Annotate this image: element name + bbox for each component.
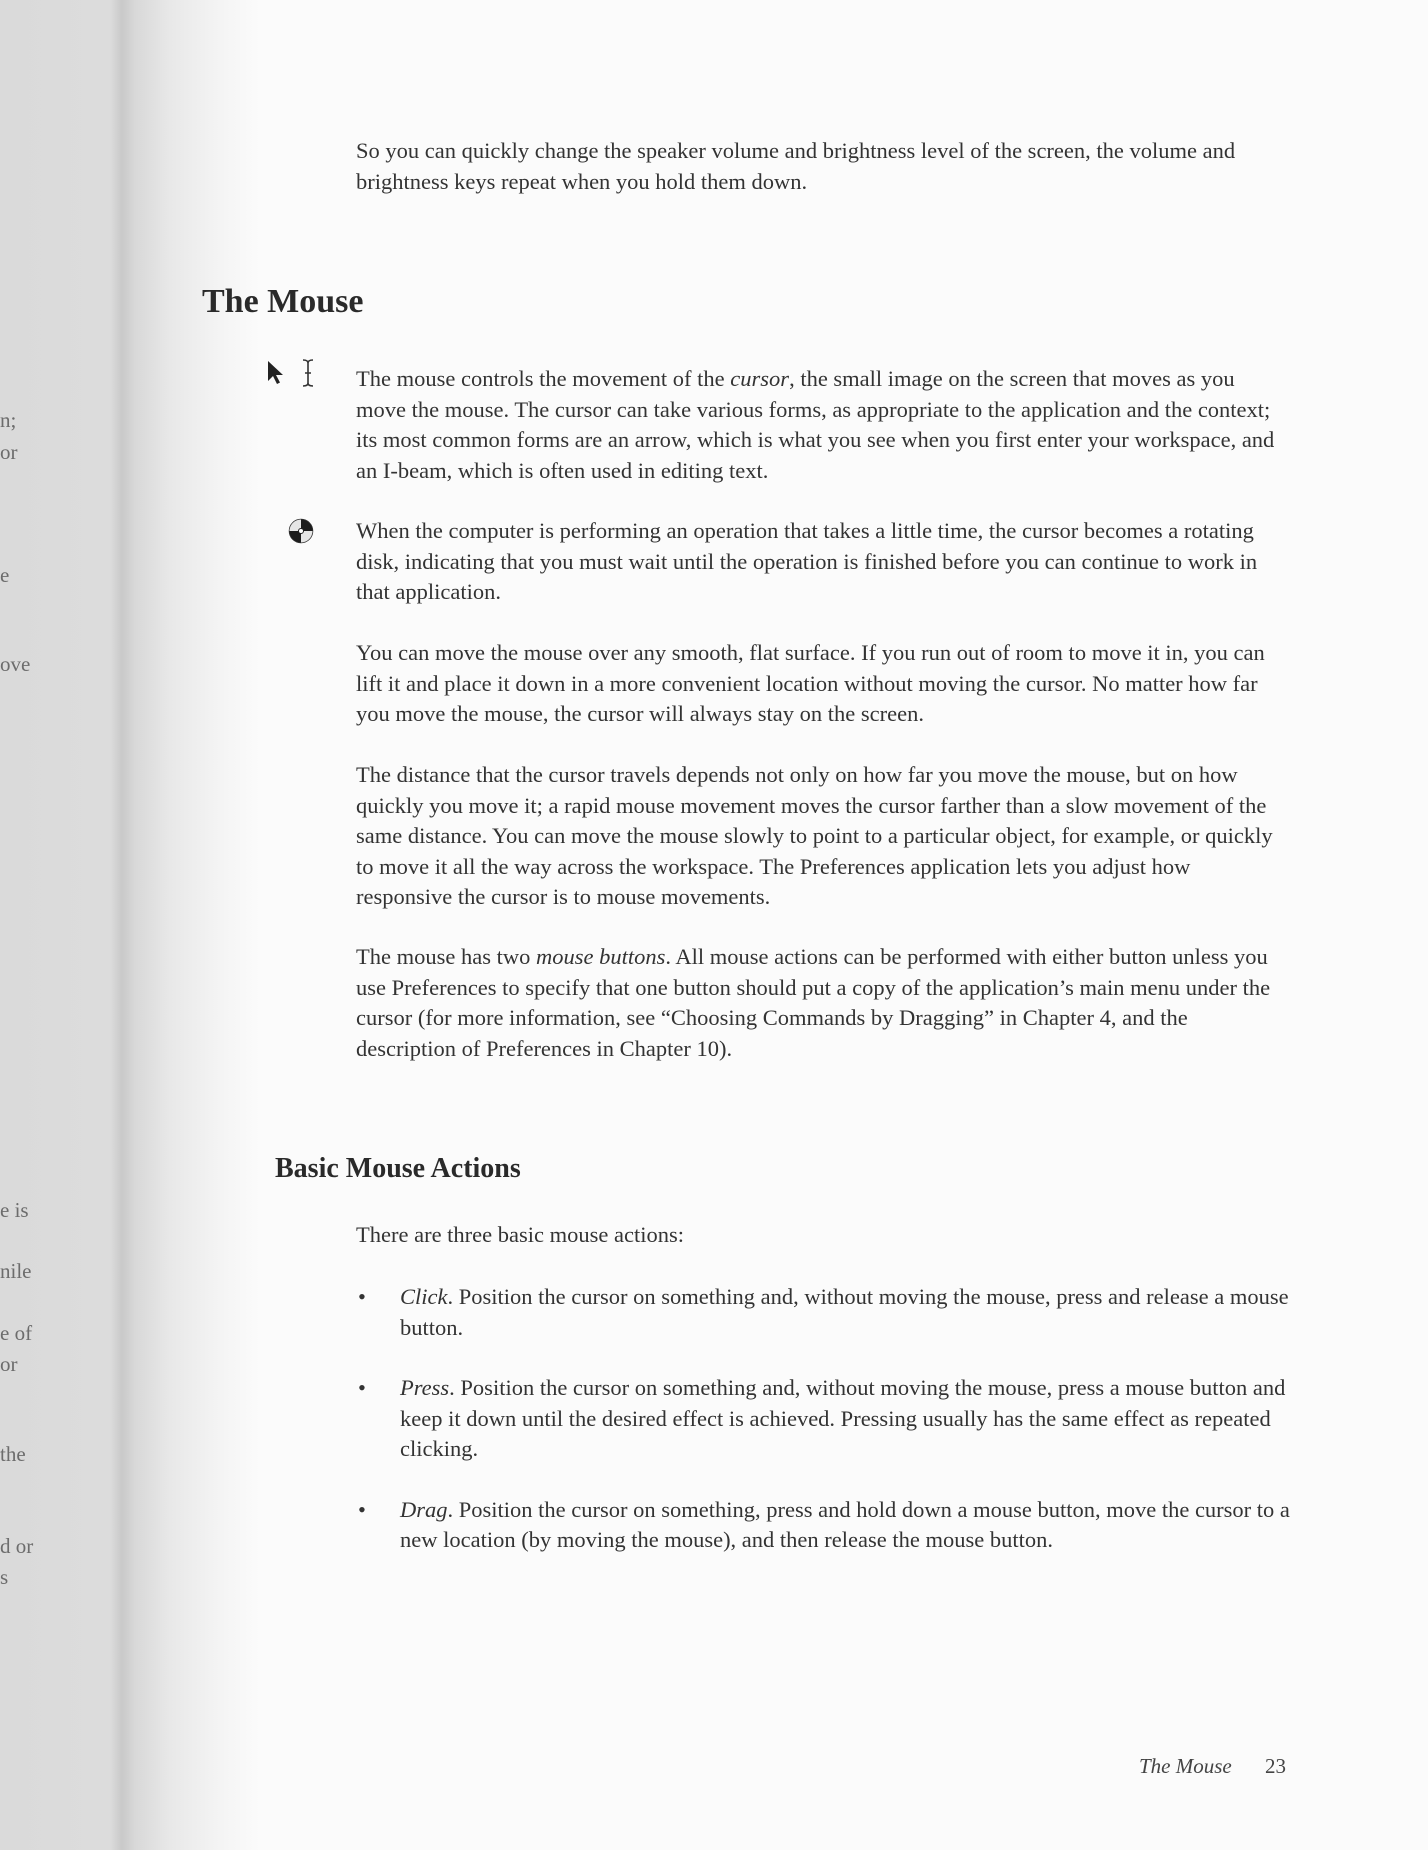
intro-paragraph: So you can quickly change the speaker volume and brightness level of the screen, the volume and brightness keys repeat when you hold them down. — [356, 138, 1236, 194]
action-term: Drag — [400, 1496, 448, 1522]
page-number: 23 — [1265, 1754, 1286, 1778]
distance-paragraph: The distance that the cursor travels depends not only on how far you move the mouse, but on how quickly you move it; a rapid mouse movement moves the cursor farther than a slow movement of the same distance. You can move the mouse slowly to point to a particular object, for example, or quickly to move it all the way across the workspace. The Preferences application lets you adjust how responsive the cursor is to mouse movements. — [356, 762, 1273, 909]
subsection-heading: Basic Mouse Actions — [275, 1153, 521, 1184]
margin-bleed-text: e of — [0, 1321, 33, 1345]
margin-bleed-text: nile — [0, 1259, 32, 1283]
disk-paragraph: When the computer is performing an operation that takes a little time, the cursor becomes a rotating disk, indicating that you must wait until the operation is finished before you can continue to work in that application. — [356, 518, 1258, 604]
cursor-term: cursor — [730, 366, 790, 391]
running-footer-title: The Mouse — [1139, 1754, 1232, 1778]
rotating-disk-cursor-icon — [288, 518, 314, 544]
margin-bleed-text: s — [0, 1565, 9, 1589]
margin-bleed-text: d or — [0, 1534, 34, 1558]
margin-bleed-text: or — [0, 440, 18, 464]
margin-bleed-text: e is — [0, 1198, 29, 1222]
list-item: • Drag. Position the cursor on something, press and hold down a mouse button, move the cursor to a new location (by moving the mouse), and then release the mouse button. — [358, 1496, 1290, 1552]
bullet-icon: • — [358, 1284, 366, 1309]
bullet-icon: • — [358, 1375, 366, 1400]
mouse-actions-list — [356, 1282, 1296, 1586]
cursor-paragraph: The mouse controls the movement of the cursor, the small image on the screen that moves as you move the mouse. The cursor can take various forms, as appropriate to the application and the context; its most common forms are an arrow, which is what you see when you first enter your workspace, and an I-beam, which is often used in editing text. — [356, 366, 1275, 483]
margin-bleed-text: e — [0, 563, 10, 587]
page-footer — [1139, 1754, 1286, 1779]
action-term: Click — [400, 1284, 448, 1309]
list-item: • Click. Position the cursor on something and, without moving the mouse, press and release a mouse button. — [358, 1284, 1289, 1340]
margin-bleed-text: or — [0, 1352, 18, 1376]
section-heading: The Mouse — [202, 283, 364, 320]
mouse-buttons-term: mouse buttons — [535, 944, 666, 969]
buttons-paragraph: The mouse has two mouse buttons. All mouse actions can be performed with either button unless you use Preferences to specify that one button should put a copy of the application’s main menu under the cursor (for more information, see “Choosing Commands by Dragging” in Chapter 4, and the description of Preferences in Chapter 10). — [356, 944, 1271, 1061]
actions-intro: There are three basic mouse actions: — [356, 1222, 684, 1247]
surface-paragraph: You can move the mouse over any smooth, flat surface. If you run out of room to move it in, you can lift it and place it down in a more convenient location without moving the cursor. No matter how far you move the mouse, the cursor will always stay on the screen. — [356, 640, 1265, 726]
i-beam-cursor-icon — [300, 358, 316, 388]
bullet-icon: • — [358, 1496, 366, 1522]
action-term: Press — [400, 1375, 450, 1400]
margin-bleed-text: ove — [0, 652, 31, 676]
arrow-cursor-icon — [266, 359, 286, 387]
list-item: • Press. Position the cursor on something and, without moving the mouse, press a mouse button and keep it down until the desired effect is achieved. Pressing usually has the same effect as repeated clicking. — [358, 1375, 1286, 1461]
margin-bleed-text: the — [0, 1442, 26, 1466]
margin-bleed-text: n; — [0, 408, 17, 432]
